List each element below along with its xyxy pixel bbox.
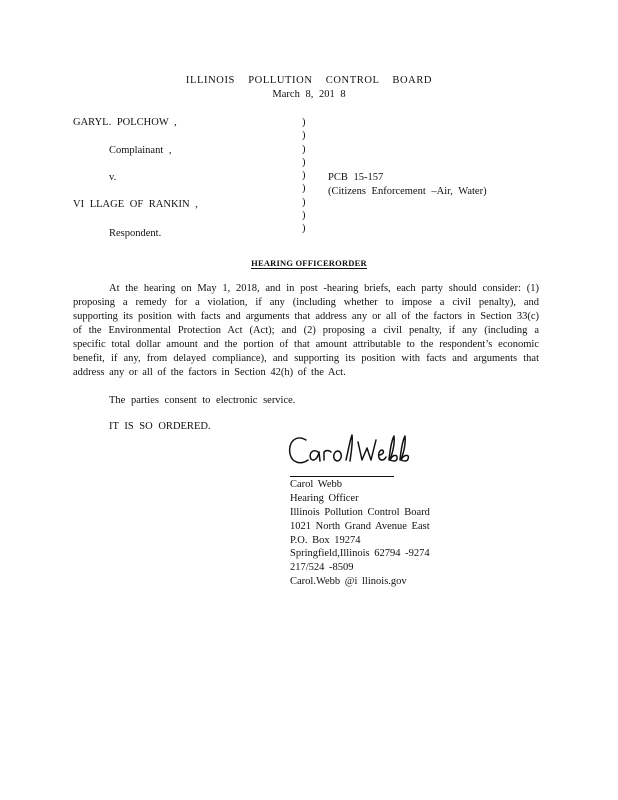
order-title: [0, 256, 618, 270]
order-title-text: HEARING OFFICERORDER: [251, 258, 367, 268]
case-type: (Citizens Enforcement –Air, Water): [328, 186, 487, 197]
case-number: PCB 15-157: [328, 172, 384, 183]
complainant-role: Complainant ,: [109, 145, 172, 156]
caption-paren: ): [302, 196, 306, 208]
complainant-name: GARYL. POLCHOW ,: [73, 117, 177, 128]
order-body-paragraph: At the hearing on May 1, 2018, and in post -hearing briefs, each party should consider: (1) proposing a remedy for a violation, if any (including whether to impose a civil penalty), and supporting its position with facts and arguments that address any or all of the factors in Section 33(c) of the Environmental Protection Act (Act); and (2) proposing a civil penalty, if any (including a specific total dollar amount and the portion of that amount attributable to the respondent’s economic benefit, if any, from delayed compliance), and supporting its position with facts and arguments that address any or all of the factors in Section 42(h) of the Act.: [73, 283, 539, 378]
signer-street-address: 1021 North Grand Avenue East: [290, 520, 430, 532]
respondent-name: VI LLAGE OF RANKIN ,: [73, 199, 198, 210]
caption-paren-column: [302, 116, 306, 236]
versus-label: v.: [109, 172, 117, 183]
respondent-role: Respondent.: [109, 228, 162, 239]
caption-paren: ): [302, 130, 306, 142]
signer-email: Carol.Webb @i llinois.gov: [290, 576, 407, 588]
signer-name: Carol Webb: [290, 479, 342, 490]
signer-title: Hearing Officer: [290, 492, 359, 504]
signer-phone: 217/524 -8509: [290, 562, 354, 574]
signer-po-box: P.O. Box 19274: [290, 534, 361, 546]
caption-paren: ): [302, 183, 306, 195]
caption-paren: ): [302, 223, 306, 235]
signature-image: [286, 430, 416, 474]
caption-paren: ): [302, 156, 306, 168]
signer-city-zip: Springfield,Illinois 62794 -9274: [290, 548, 430, 560]
so-ordered-statement: IT IS SO ORDERED.: [109, 421, 211, 432]
caption-paren: ): [302, 117, 306, 128]
order-date: March 8, 201 8: [272, 89, 346, 100]
consent-statement: The parties consent to electronic service.: [109, 395, 296, 406]
caption-paren: ): [302, 143, 306, 155]
agency-heading: ILLINOIS POLLUTION CONTROL BOARD: [185, 75, 433, 86]
signature-block: [290, 478, 430, 589]
caption-paren: ): [302, 210, 306, 222]
signer-agency: Illinois Pollution Control Board: [290, 506, 430, 518]
signature-line: [290, 476, 394, 477]
caption-paren: ): [302, 170, 306, 182]
